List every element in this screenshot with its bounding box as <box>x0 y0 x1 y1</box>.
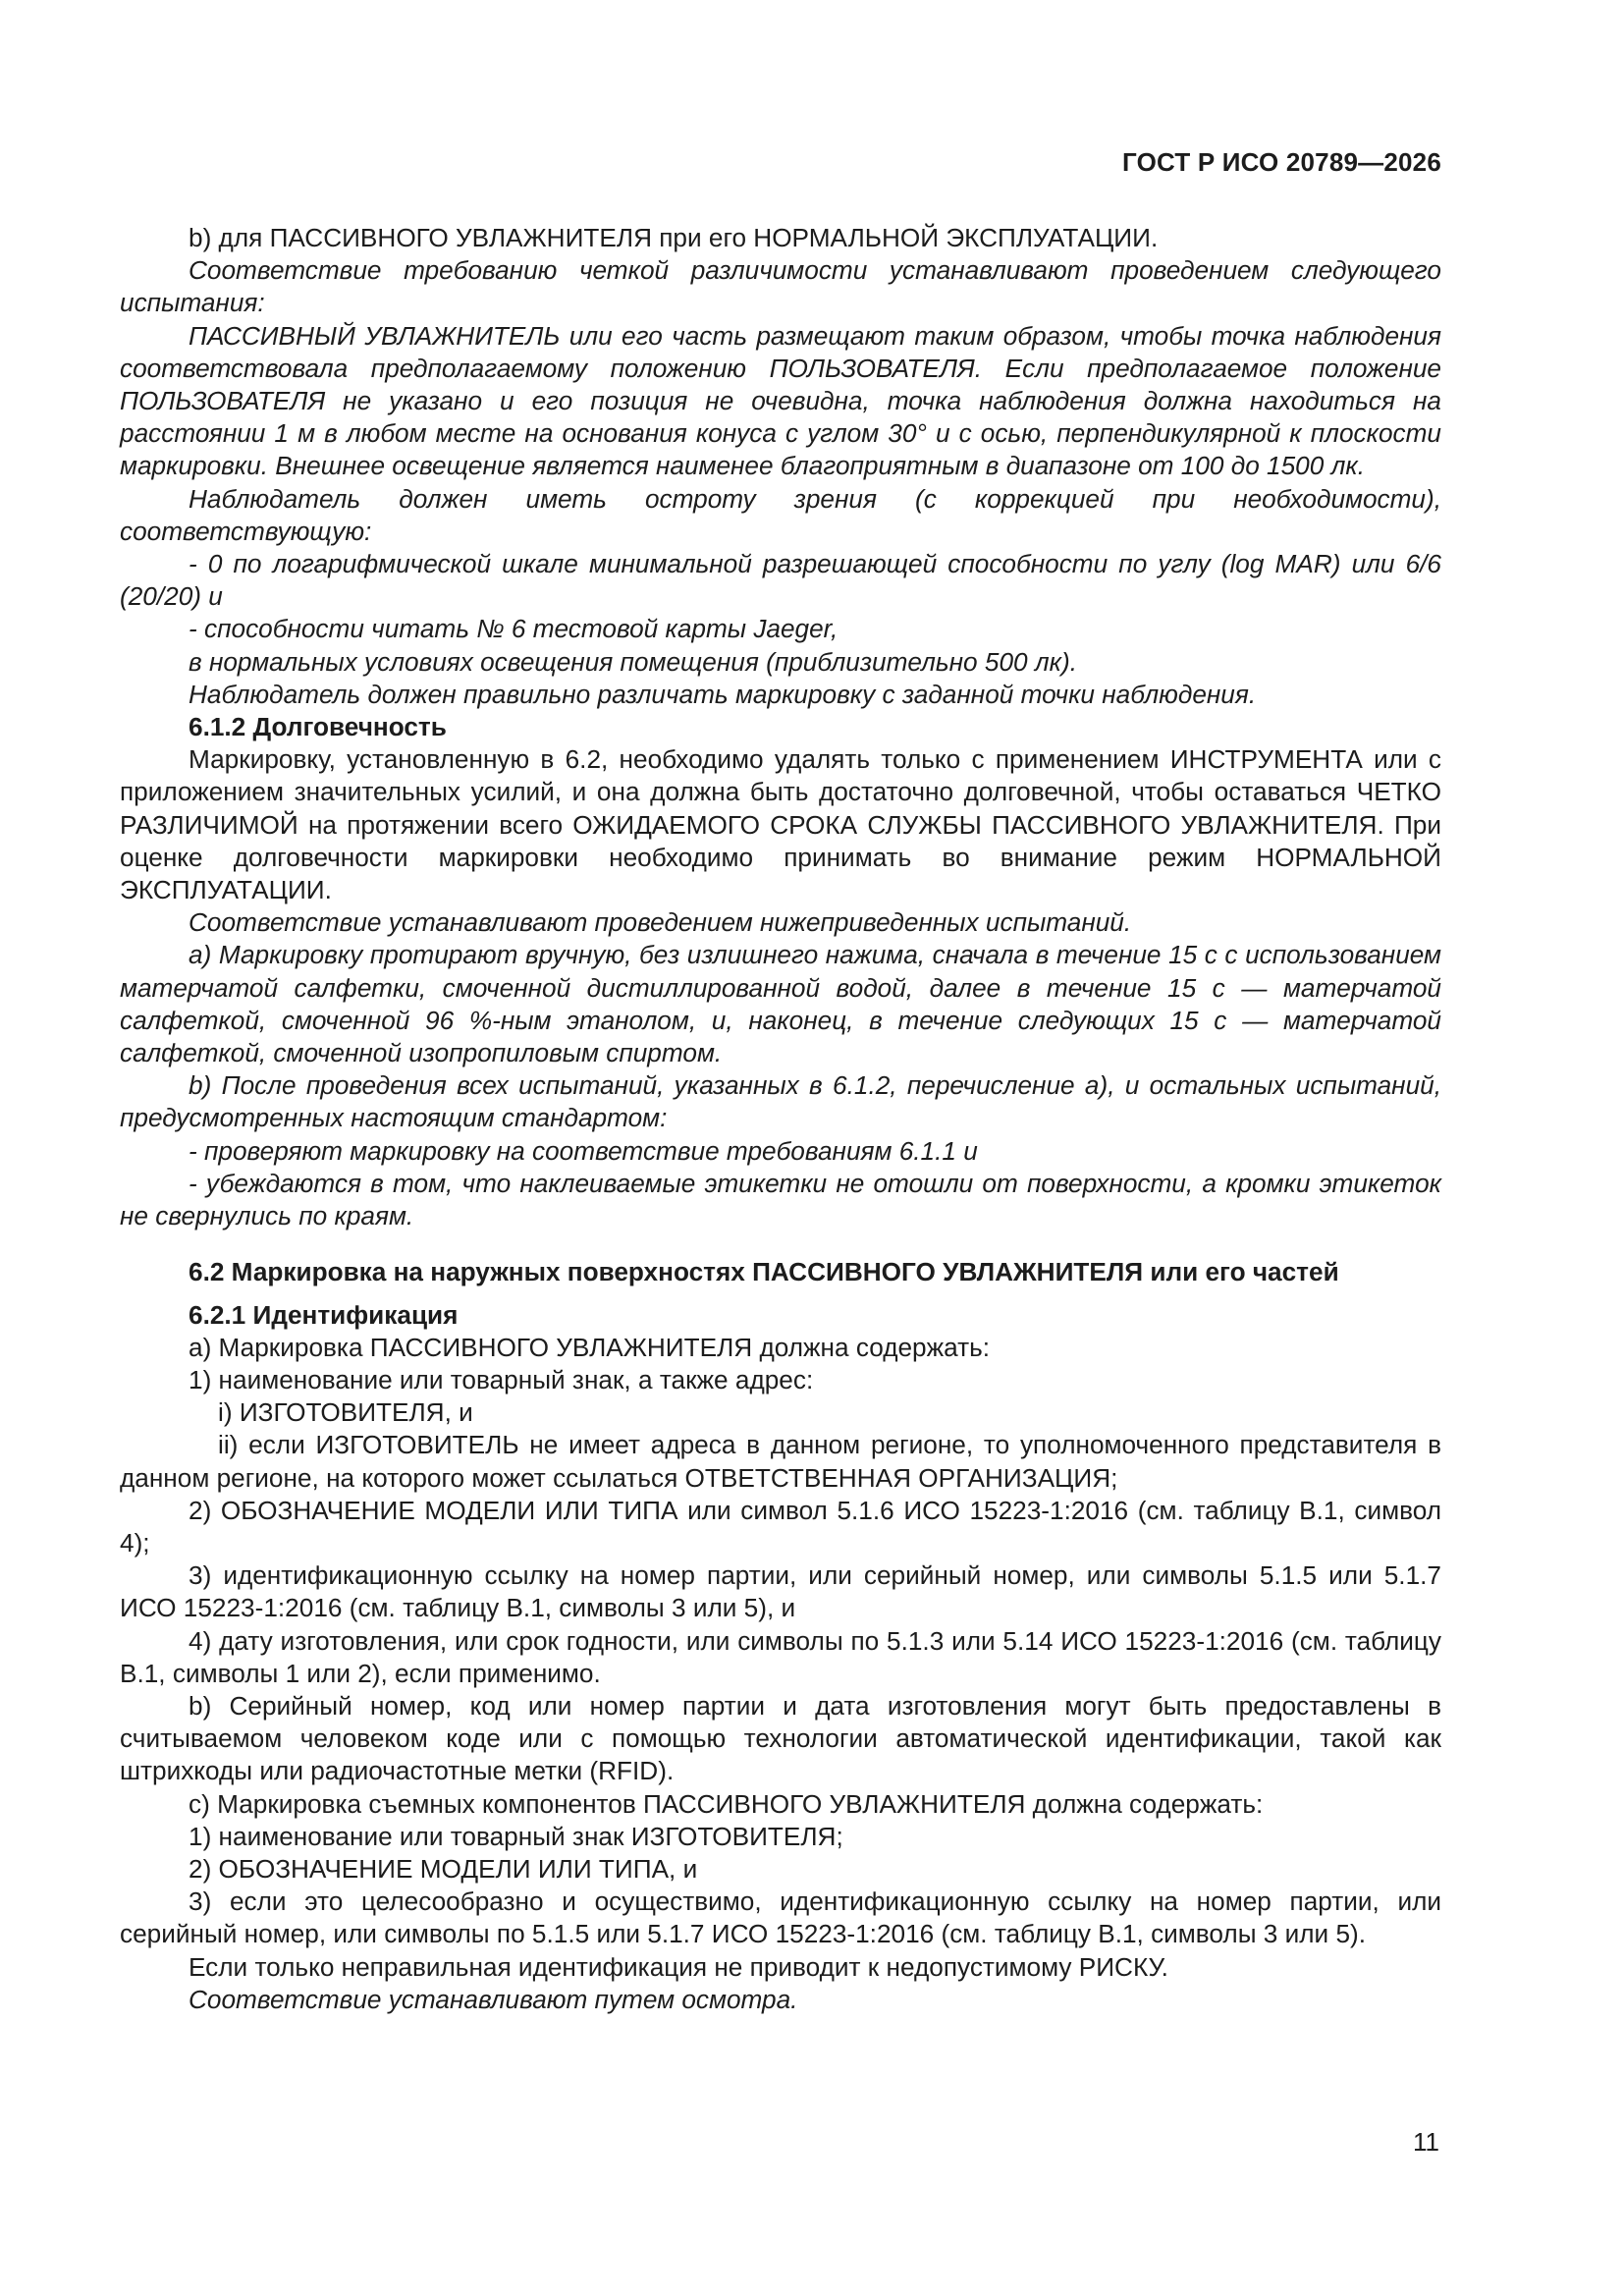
paragraph: Наблюдатель должен иметь остроту зрения (с коррекцией при необходимости), соответствующую: <box>120 483 1441 546</box>
list-item: 1) наименование или товарный знак, а также адрес: <box>189 1364 814 1394</box>
paragraph: Соответствие требованию четкой различимости устанавливают проведением следующего испытания: <box>120 255 1441 318</box>
section-heading: 6.2 Маркировка на наружных поверхностях ПАССИВНОГО УВЛАЖНИТЕЛЯ или его частей <box>189 1257 1339 1287</box>
list-item: - 0 по логарифмической шкале минимальной разрешающей способности по углу (log MAR) или 6/6 (20/20) и <box>120 549 1441 612</box>
paragraph: b) для ПАССИВНОГО УВЛАЖНИТЕЛЯ при его НОРМАЛЬНОЙ ЭКСПЛУАТАЦИИ. <box>189 223 1159 252</box>
list-item: - убеждаются в том, что наклеиваемые этикетки не отошли от поверхности, а кромки этикеток не свернулись по краям. <box>120 1168 1441 1231</box>
section-heading: 6.2.1 Идентификация <box>189 1299 459 1330</box>
document-body <box>120 222 1441 2016</box>
paragraph: Соответствие устанавливают проведением нижеприведенных испытаний. <box>189 907 1132 938</box>
section-heading: 6.1.2 Долговечность <box>189 712 447 742</box>
list-item: b) Серийный номер, код или номер партии и дата изготовления могут быть предоставлены в считываемом человеком коде или с помощью технологии автоматической идентификации, такой как штрихкоды или радиочастотные метки (RFID). <box>120 1690 1441 1786</box>
paragraph: ПАССИВНЫЙ УВЛАЖНИТЕЛЬ или его часть размещают таким образом, чтобы точка наблюдения соответствовала предполагаемому положению ПОЛЬЗОВАТЕЛЯ. Если предполагаемое положение ПОЛЬЗОВАТЕЛЯ не указано и его позиция не очевидна, точка наблюдения должна находиться на расстоянии 1 м в любом месте на основания конуса с углом 30° и с осью, перпендикулярной к плоскости маркировки. Внешнее освещение является наименее благоприятным в диапазоне от 100 до 1500 лк. <box>120 320 1441 481</box>
list-item: 2) ОБОЗНАЧЕНИЕ МОДЕЛИ ИЛИ ТИПА или символ 5.1.6 ИСО 15223-1:2016 (см. таблицу В.1, символ 4); <box>120 1495 1441 1558</box>
list-item: 3) если это целесообразно и осуществимо, идентификационную ссылку на номер партии, или серийный номер, или символы по 5.1.5 или 5.1.7 ИСО 15223-1:2016 (см. таблицу В.1, символы 3 или 5). <box>120 1886 1441 1949</box>
list-item: 1) наименование или товарный знак ИЗГОТОВИТЕЛЯ; <box>189 1821 843 1851</box>
list-item: ii) если ИЗГОТОВИТЕЛЬ не имеет адреса в данном регионе, то уполномоченного представителя в данном регионе, на которого может ссылаться ОТВЕТСТВЕННАЯ ОРГАНИЗАЦИЯ; <box>120 1430 1441 1493</box>
page-number: 11 <box>1413 2127 1439 2157</box>
list-item: 2) ОБОЗНАЧЕНИЕ МОДЕЛИ ИЛИ ТИПА, и <box>189 1853 698 1884</box>
paragraph: в нормальных условиях освещения помещения (приблизительно 500 лк). <box>189 646 1077 677</box>
list-item: c) Маркировка съемных компонентов ПАССИВНОГО УВЛАЖНИТЕЛЯ должна содержать: <box>189 1788 1264 1819</box>
list-item: i) ИЗГОТОВИТЕЛЯ, и <box>218 1397 473 1428</box>
list-item: - способности читать № 6 тестовой карты Jaeger, <box>189 614 839 644</box>
paragraph: Соответствие устанавливают путем осмотра. <box>189 1984 798 2014</box>
list-item: 3) идентификационную ссылку на номер партии, или серийный номер, или символы 5.1.5 или 5.1.7 ИСО 15223-1:2016 (см. таблицу В.1, символы 3 или 5), и <box>120 1560 1441 1623</box>
paragraph: Наблюдатель должен правильно различать маркировку с заданной точки наблюдения. <box>189 679 1257 709</box>
list-item: b) После проведения всех испытаний, указанных в 6.1.2, перечисление a), и остальных испытаний, предусмотренных настоящим стандартом: <box>120 1070 1441 1133</box>
paragraph: Маркировку, установленную в 6.2, необходимо удалять только с применением ИНСТРУМЕНТА или с приложением значительных усилий, и она должна быть достаточно долговечной, чтобы оставаться ЧЕТКО РАЗЛИЧИМОЙ на протяжении всего ОЖИДАЕМОГО СРОКА СЛУЖБЫ ПАССИВНОГО УВЛАЖНИТЕЛЯ. При оценке долговечности маркировки необходимо принимать во внимание режим НОРМАЛЬНОЙ ЭКСПЛУАТАЦИИ. <box>120 744 1441 905</box>
list-item: a) Маркировку протирают вручную, без излишнего нажима, сначала в течение 15 с с использованием матерчатой салфетки, смоченной дистиллированной водой, далее в течение 15 с — матерчатой салфеткой, смоченной 96 %-ным этанолом, и, наконец, в течение следующих 15 с — матерчатой салфеткой, смоченной изопропиловым спиртом. <box>120 940 1441 1068</box>
list-item: a) Маркировка ПАССИВНОГО УВЛАЖНИТЕЛЯ должна содержать: <box>189 1332 991 1362</box>
paragraph: Если только неправильная идентификация не приводит к недопустимому РИСКУ. <box>189 1951 1168 1982</box>
standard-designation: ГОСТ Р ИСО 20789—2026 <box>1121 147 1441 177</box>
list-item: 4) дату изготовления, или срок годности, или символы по 5.1.3 или 5.14 ИСО 15223-1:2016 (см. таблицу В.1, символы 1 или 2), если применимо. <box>120 1625 1441 1688</box>
list-item: - проверяют маркировку на соответствие требованиям 6.1.1 и <box>189 1135 978 1166</box>
